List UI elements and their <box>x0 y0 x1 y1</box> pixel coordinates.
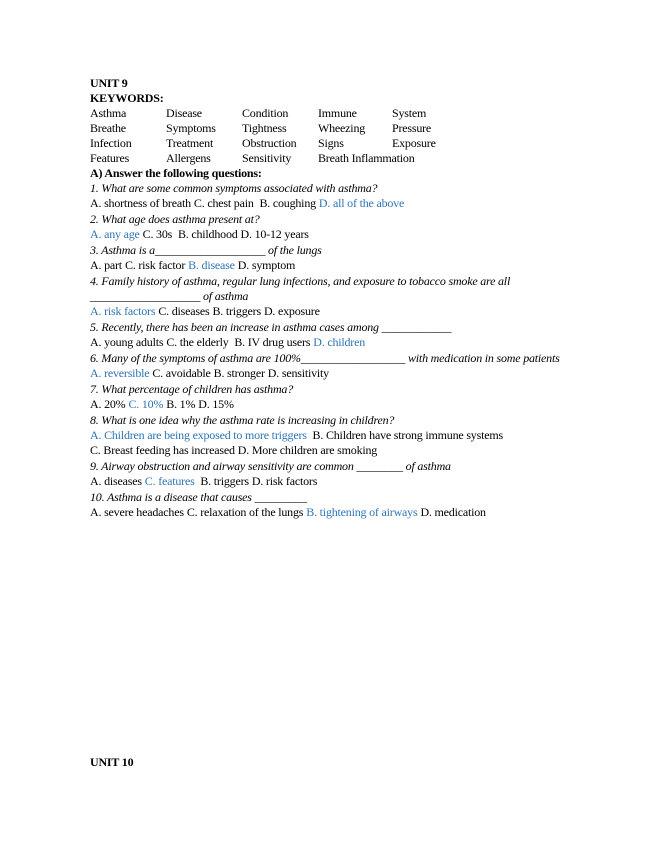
keyword: Symptoms <box>166 121 216 135</box>
question-7: 7. What percentage of children has asthma? <box>90 382 294 396</box>
keyword: Treatment <box>166 136 214 150</box>
keyword: Pressure <box>392 121 432 135</box>
keyword: Allergens <box>166 151 211 165</box>
keyword: Features <box>90 151 130 165</box>
keyword: Tightness <box>242 121 287 135</box>
question-1: 1. What are some common symptoms associated with asthma? <box>90 181 378 195</box>
question-5: 5. Recently, there has been an increase in asthma cases among ____________ <box>90 320 452 334</box>
option: D. symptom <box>237 258 296 272</box>
option: B. stronger <box>213 366 265 380</box>
keyword: Infection <box>90 136 132 150</box>
correct-option: C. 10% <box>128 397 164 411</box>
option: C. chest pain <box>193 196 254 210</box>
answer-options-5 <box>90 335 590 350</box>
option: B. Children have strong immune systems <box>309 428 503 442</box>
option: A. severe headaches <box>90 505 184 519</box>
question-9: 9. Airway obstruction and airway sensitivity are common ________ of asthma <box>90 459 451 473</box>
section-heading: A) Answer the following questions: <box>90 166 262 180</box>
keyword: Sensitivity <box>242 151 292 165</box>
option: B. triggers <box>197 474 249 488</box>
answer-options-10 <box>90 505 590 520</box>
keywords-heading: KEYWORDS: <box>90 91 164 105</box>
option: D. risk factors <box>251 474 318 488</box>
option: A. shortness of breath <box>90 196 191 210</box>
option: C. relaxation of the lungs <box>186 505 304 519</box>
question-8: 8. What is one idea why the asthma rate is increasing in children? <box>90 413 395 427</box>
option: D. More children are smoking <box>237 443 378 457</box>
correct-option: A. risk factors <box>90 304 156 318</box>
keywords-grid <box>90 106 590 166</box>
question-2: 2. What age does asthma present at? <box>90 212 260 226</box>
answer-options-4 <box>90 304 590 319</box>
option: B. IV drug users <box>231 335 311 349</box>
correct-option: D. children <box>313 335 366 349</box>
answer-options-1 <box>90 196 590 211</box>
keyword: Asthma <box>90 106 127 120</box>
option: C. diseases <box>158 304 210 318</box>
option: D. medication <box>420 505 486 519</box>
keyword: Condition <box>242 106 289 120</box>
question-3: 3. Asthma is a___________________ of the lungs <box>90 243 322 257</box>
correct-option: A. reversible <box>90 366 150 380</box>
question-6: 6. Many of the symptoms of asthma are 100%__________________ with medication in some patients <box>90 351 560 365</box>
keyword: Exposure <box>392 136 436 150</box>
keyword: Breath Inflammation <box>318 151 415 165</box>
answer-options-6 <box>90 366 590 381</box>
correct-option: A. any age <box>90 227 140 241</box>
option: B. triggers <box>212 304 261 318</box>
answer-options-8b <box>90 443 590 458</box>
keyword <box>392 151 472 166</box>
keyword: Breathe <box>90 121 126 135</box>
answer-options-3 <box>90 258 590 273</box>
option: C. avoidable <box>152 366 211 380</box>
option: B. coughing <box>256 196 316 210</box>
option: C. 30s <box>142 227 173 241</box>
option: D. 10-12 years <box>240 227 309 241</box>
option: A. diseases <box>90 474 142 488</box>
option: D. exposure <box>263 304 320 318</box>
correct-option: C. features <box>144 474 195 488</box>
answer-options-2 <box>90 227 590 242</box>
keyword: Wheezing <box>318 121 366 135</box>
correct-option: B. disease <box>188 258 235 272</box>
option: A. young adults <box>90 335 164 349</box>
keyword: System <box>392 106 427 120</box>
option: B. 1% <box>166 397 196 411</box>
option: A. part <box>90 258 122 272</box>
option: C. Breast feeding has increased <box>90 443 235 457</box>
answer-options-7 <box>90 397 590 412</box>
question-4: 4. Family history of asthma, regular lung infections, and exposure to tobacco smoke are all ___________________ of asthma <box>90 274 511 303</box>
document-page <box>90 76 590 521</box>
question-10: 10. Asthma is a disease that causes _________ <box>90 490 307 504</box>
option: A. 20% <box>90 397 126 411</box>
keyword: Disease <box>166 106 202 120</box>
option: C. the elderly <box>166 335 229 349</box>
answer-options-8a <box>90 428 590 443</box>
correct-option: A. Children are being exposed to more triggers <box>90 428 307 442</box>
keyword: Signs <box>318 136 344 150</box>
option: C. risk factor <box>124 258 186 272</box>
correct-option: B. tightening of airways <box>306 505 418 519</box>
unit-title: UNIT 9 <box>90 76 128 90</box>
option: D. sensitivity <box>267 366 329 380</box>
correct-option: D. all of the above <box>318 196 405 210</box>
option: D. 15% <box>198 397 234 411</box>
next-unit-title: UNIT 10 <box>90 755 134 769</box>
keyword: Obstruction <box>242 136 297 150</box>
answer-options-9 <box>90 474 590 489</box>
keyword: Immune <box>318 106 357 120</box>
option: B. childhood <box>175 227 238 241</box>
